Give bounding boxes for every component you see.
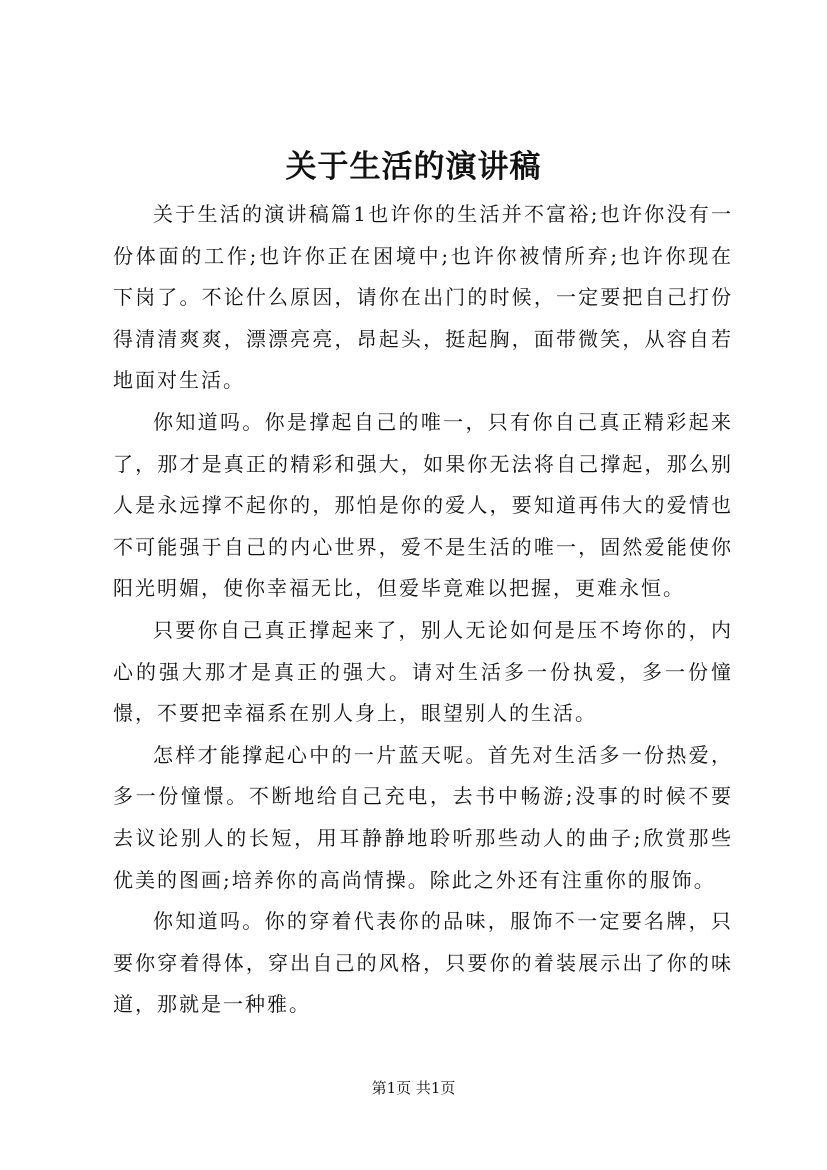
page-number-footer: 第1页 共1页 [371,1079,456,1097]
paragraph-2: 你知道吗。你是撑起自己的唯一，只有你自己真正精彩起来了，那才是真正的精彩和强大，如果你无法将自己撑起，那么别人是永远撑不起你的，那怕是你的爱人，要知道再伟大的爱情也不可能强于自己的内心世界，爱不是生活的唯一，固然爱能使你阳光明媚，使你幸福无比，但爱毕竟难以把握，更难永恒。 [113,409,733,601]
paragraph-5: 你知道吗。你的穿着代表你的品味，服饰不一定要名牌，只要你穿着得体，穿出自己的风格，只要你的着装展示出了你的味道，那就是一种雅。 [113,909,733,1017]
document-body [113,194,733,1026]
paragraph-1: 关于生活的演讲稿篇1也许你的生活并不富裕;也许你没有一份体面的工作;也许你正在困境中;也许你被情所弃;也许你现在下岗了。不论什么原因，请你在出门的时候，一定要把自己打份得清清爽爽，漂漂亮亮，昂起头，挺起胸，面带微笑，从容自若地面对生活。 [113,202,733,393]
paragraph-3: 只要你自己真正撑起来了，别人无论如何是压不垮你的，内心的强大那才是真正的强大。请对生活多一份执爱，多一份憧憬，不要把幸福系在别人身上，眼望别人的生活。 [113,617,733,726]
paragraph-4: 怎样才能撑起心中的一片蓝天呢。首先对生活多一份热爱，多一份憧憬。不断地给自己充电，去书中畅游;没事的时候不要去议论别人的长短，用耳静静地聆听那些动人的曲子;欣赏那些优美的图画;培养你的高尚情操。除此之外还有注重你的服饰。 [113,742,733,892]
page-title: 关于生活的演讲稿 [285,149,542,185]
